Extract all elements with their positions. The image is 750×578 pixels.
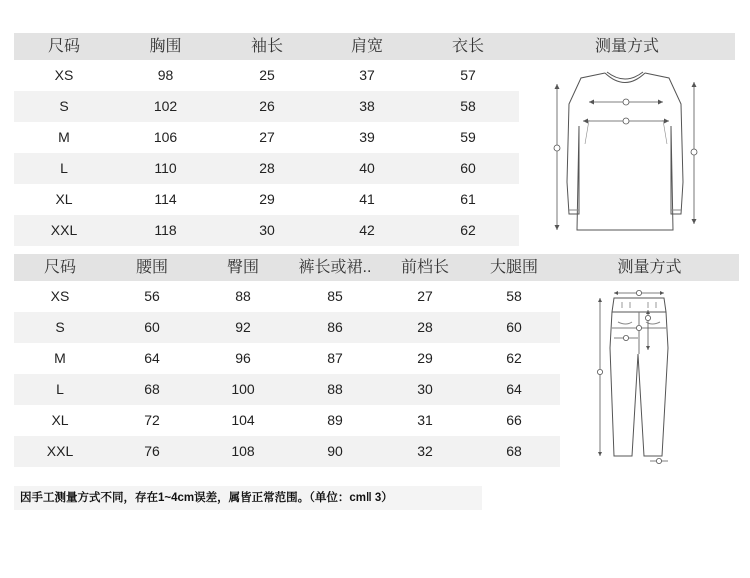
bottom-header-hip: 臀围 bbox=[226, 259, 259, 276]
table-row bbox=[14, 91, 519, 122]
shoulder-cell: 40 bbox=[359, 160, 375, 176]
table-row bbox=[14, 374, 560, 405]
hip-cell: 88 bbox=[235, 288, 251, 304]
size-cell: S bbox=[55, 319, 65, 335]
top-measure-header: 测量方式 bbox=[519, 33, 735, 60]
length-cell: 90 bbox=[327, 443, 343, 459]
shoulder-cell: 37 bbox=[359, 67, 375, 83]
length-cell: 58 bbox=[460, 98, 476, 114]
shoulder-cell: 42 bbox=[359, 222, 375, 238]
hip-cell: 96 bbox=[235, 350, 251, 366]
length-cell: 61 bbox=[460, 191, 476, 207]
size-cell: M bbox=[54, 350, 66, 366]
table-row bbox=[14, 122, 519, 153]
pants-measurement-diagram bbox=[592, 288, 692, 468]
sleeve-cell: 29 bbox=[259, 191, 275, 207]
measurement-note-text: 因手工测量方式不同，存在1~4cm误差，属皆正常范围。（单位：cm‖ 3） bbox=[20, 492, 393, 504]
thigh-cell: 68 bbox=[506, 443, 522, 459]
length-cell: 86 bbox=[327, 319, 343, 335]
table-row bbox=[14, 60, 519, 91]
chest-cell: 114 bbox=[154, 191, 177, 207]
shoulder-cell: 39 bbox=[359, 129, 375, 145]
length-cell: 89 bbox=[327, 412, 343, 428]
sleeve-cell: 26 bbox=[259, 98, 275, 114]
front-rise-cell: 31 bbox=[417, 412, 433, 428]
sleeve-cell: 25 bbox=[259, 67, 275, 83]
chest-cell: 118 bbox=[154, 222, 177, 238]
bottom-header-waist: 腰围 bbox=[135, 259, 168, 276]
length-cell: 60 bbox=[460, 160, 476, 176]
front-rise-cell: 28 bbox=[417, 319, 433, 335]
size-cell: XL bbox=[51, 412, 69, 428]
size-cell: XXL bbox=[50, 222, 78, 238]
size-cell: XL bbox=[55, 191, 73, 207]
size-cell: XS bbox=[54, 67, 74, 83]
hip-cell: 108 bbox=[231, 443, 255, 459]
length-cell: 85 bbox=[327, 288, 343, 304]
waist-cell: 68 bbox=[144, 381, 160, 397]
bottom-header-length: 裤长或裙.. bbox=[298, 259, 372, 276]
shoulder-cell: 38 bbox=[359, 98, 375, 114]
shirt-measurement-diagram bbox=[545, 64, 705, 236]
sleeve-cell: 30 bbox=[259, 222, 275, 238]
chest-cell: 110 bbox=[154, 160, 177, 176]
sleeve-cell: 27 bbox=[259, 129, 275, 145]
chest-cell: 102 bbox=[153, 98, 178, 114]
front-rise-cell: 30 bbox=[417, 381, 433, 397]
front-rise-cell: 27 bbox=[417, 288, 433, 304]
waist-cell: 56 bbox=[144, 288, 160, 304]
thigh-cell: 66 bbox=[506, 412, 522, 428]
table-row bbox=[14, 343, 560, 374]
measurement-note bbox=[14, 486, 482, 510]
bottom-header-thigh: 大腿围 bbox=[489, 259, 538, 276]
length-cell: 88 bbox=[327, 381, 343, 397]
size-cell: XXL bbox=[46, 443, 74, 459]
table-row bbox=[14, 153, 519, 184]
table-row bbox=[14, 215, 519, 246]
shoulder-cell: 41 bbox=[359, 191, 375, 207]
table-row bbox=[14, 312, 560, 343]
length-cell: 62 bbox=[460, 222, 476, 238]
top-header-sleeve: 袖长 bbox=[250, 38, 283, 55]
front-rise-cell: 32 bbox=[417, 443, 433, 459]
size-cell: L bbox=[60, 160, 68, 176]
hip-cell: 92 bbox=[235, 319, 251, 335]
waist-cell: 64 bbox=[144, 350, 160, 366]
thigh-cell: 64 bbox=[506, 381, 522, 397]
top-header-shoulder: 肩宽 bbox=[350, 38, 383, 55]
thigh-cell: 60 bbox=[506, 319, 522, 335]
top-header-chest: 胸围 bbox=[149, 38, 182, 55]
top-header-length: 衣长 bbox=[451, 38, 484, 55]
length-cell: 57 bbox=[460, 67, 476, 83]
length-cell: 59 bbox=[460, 129, 476, 145]
bottom-header-size: 尺码 bbox=[43, 259, 76, 276]
sleeve-cell: 28 bbox=[259, 160, 275, 176]
bottom-table-header bbox=[14, 254, 560, 281]
size-cell: XS bbox=[50, 288, 70, 304]
hip-cell: 104 bbox=[231, 412, 255, 428]
chest-cell: 98 bbox=[157, 67, 174, 83]
length-cell: 87 bbox=[327, 350, 343, 366]
waist-cell: 60 bbox=[144, 319, 160, 335]
table-row bbox=[14, 184, 519, 215]
table-row bbox=[14, 436, 560, 467]
waist-cell: 76 bbox=[144, 443, 160, 459]
hip-cell: 100 bbox=[231, 381, 255, 397]
waist-cell: 72 bbox=[144, 412, 160, 428]
size-cell: S bbox=[59, 98, 69, 114]
size-cell: M bbox=[58, 129, 70, 145]
top-table-header bbox=[14, 33, 519, 60]
chest-cell: 106 bbox=[153, 129, 178, 145]
front-rise-cell: 29 bbox=[417, 350, 433, 366]
bottom-measure-header: 测量方式 bbox=[560, 254, 739, 281]
table-row bbox=[14, 405, 560, 436]
size-cell: L bbox=[56, 381, 64, 397]
thigh-cell: 58 bbox=[506, 288, 522, 304]
table-row bbox=[14, 281, 560, 312]
top-header-size: 尺码 bbox=[47, 38, 80, 55]
thigh-cell: 62 bbox=[506, 350, 522, 366]
bottom-header-front-rise: 前档长 bbox=[400, 259, 449, 276]
